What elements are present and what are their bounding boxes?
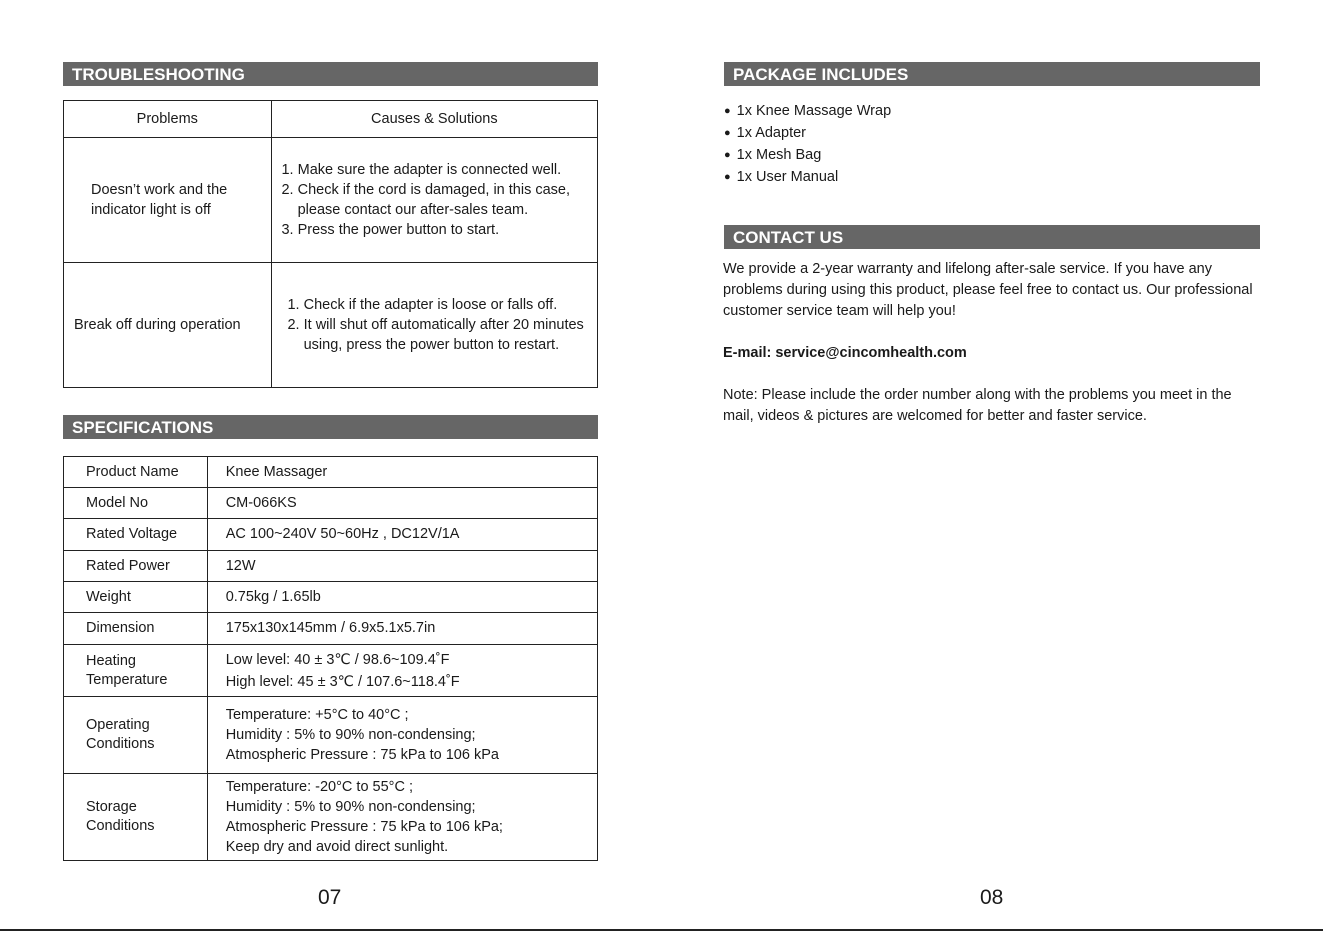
spec-key [64,645,208,697]
specifications-table [63,456,598,861]
column-header-problems: Problems [64,101,272,138]
spec-key: Rated Voltage [64,519,208,551]
problem-text-line: Break off during operation [74,317,241,333]
solution-cell [271,138,597,263]
package-includes-header: PACKAGE INCLUDES [724,62,1260,86]
spec-key: Model No [64,488,208,519]
solution-item: 2. It will shut off automatically after 20 minutes using, press the power button to restart. [304,315,589,355]
page-number-left: 07 [318,886,342,909]
solution-item: 1. Check if the adapter is loose or falls off. [304,295,589,315]
contact-note: Note: Please include the order number along with the problems you meet in the mail, videos & pictures are welcomed for better and faster service. [723,387,1232,424]
column-header-solutions: Causes & Solutions [271,101,597,138]
table-row [64,519,598,551]
solution-item: 3. Press the power button to start. [298,220,597,240]
spec-value-line: High level: 45 ± 3℃ / 107.6~118.4˚F [225,673,460,690]
spec-key-line: Temperature [86,671,168,688]
spec-value-line: Humidity : 5% to 90% non-condensing; [225,799,476,815]
table-row [64,457,598,488]
specifications-header: SPECIFICATIONS [63,415,598,439]
table-row [64,551,598,582]
spec-value: CM-066KS [207,488,597,519]
table-row [64,645,598,697]
page-number-right: 08 [980,886,1004,909]
problem-text-line: Doesn’t work and the [91,182,228,198]
bottom-divider [0,929,1323,931]
spec-key-line: Conditions [86,818,155,834]
troubleshooting-table [63,100,598,388]
troubleshooting-header: TROUBLESHOOTING [63,62,598,86]
spec-value [207,645,597,697]
contact-email: E-mail: service@cincomhealth.com [723,345,967,361]
spec-value: Knee Massager [207,457,597,488]
problem-cell [64,138,272,263]
table-row [64,774,598,861]
list-item: ● 1x Mesh Bag [724,145,891,167]
list-item: ● 1x Knee Massage Wrap [724,101,891,123]
package-list [724,101,891,189]
spec-key: Product Name [64,457,208,488]
solution-list [274,160,597,240]
table-row [64,613,598,645]
spec-value: AC 100~240V 50~60Hz , DC12V/1A [207,519,597,551]
spec-value-line: Temperature: +5°C to 40°C ; [225,707,409,723]
contact-intro: We provide a 2-year warranty and lifelong after-sale service. If you have any problems during using this product, please feel free to contact us. Our professional customer service team will help you! [723,261,1253,319]
spec-key [64,697,208,774]
spec-value-line: Keep dry and avoid direct sunlight. [225,839,449,855]
problem-cell [64,263,272,388]
spec-value: 0.75kg / 1.65lb [207,582,597,613]
list-item: ● 1x User Manual [724,167,891,189]
table-row [64,138,598,263]
troubleshooting-header-row [64,101,598,138]
spec-value: 12W [207,551,597,582]
table-row [64,582,598,613]
solution-cell [271,263,597,388]
table-row [64,488,598,519]
list-item: ● 1x Adapter [724,123,891,145]
solution-item: 2. Check if the cord is damaged, in this case, please contact our after-sales team. [298,180,597,220]
solution-item: 1. Make sure the adapter is connected well. [298,160,597,180]
spec-value-line: Atmospheric Pressure : 75 kPa to 106 kPa; [225,819,503,835]
spec-value-line: Low level: 40 ± 3℃ / 98.6~109.4˚F [225,651,450,668]
contact-us-header: CONTACT US [724,225,1260,249]
spec-key-line: Storage [86,799,137,815]
spec-key-line: Operating [86,717,150,733]
solution-list [280,295,589,355]
table-row [64,697,598,774]
spec-key: Rated Power [64,551,208,582]
problem-text-line: indicator light is off [91,202,211,218]
table-row [64,263,598,388]
spec-value-line: Temperature: -20°C to 55°C ; [225,779,413,795]
spec-value: 175x130x145mm / 6.9x5.1x5.7in [207,613,597,645]
spec-value [207,697,597,774]
spec-value-line: Atmospheric Pressure : 75 kPa to 106 kPa [225,747,499,763]
spec-key-line: Heating [86,652,136,669]
spec-key [64,774,208,861]
spec-value [207,774,597,861]
spec-key: Weight [64,582,208,613]
spec-value-line: Humidity : 5% to 90% non-condensing; [225,727,476,743]
spec-key: Dimension [64,613,208,645]
spec-key-line: Conditions [86,736,155,752]
